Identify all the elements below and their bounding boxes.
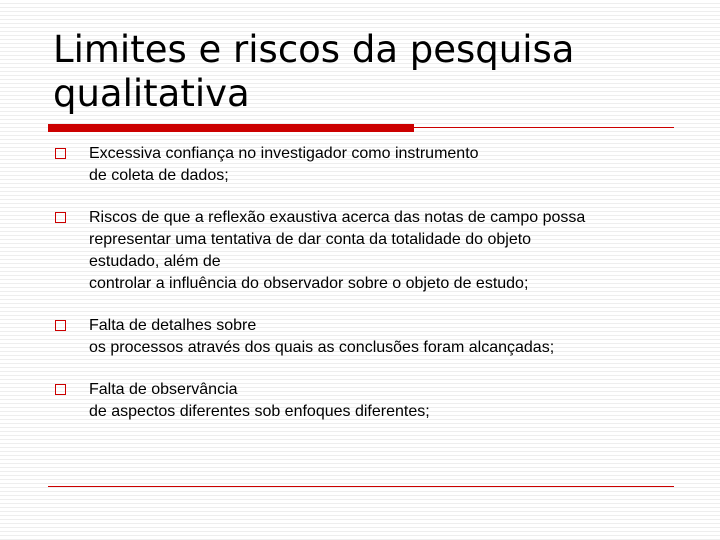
hollow-square-bullet-icon (55, 212, 66, 223)
bullet-2-line-1: Riscos de que a reflexão exaustiva acerca das notas de campo possa (89, 209, 586, 226)
bullet-2-line-4: controlar a influência do observador sobre o objeto de estudo; (89, 275, 529, 292)
bullet-3-line-1: Falta de detalhes sobre (89, 317, 257, 334)
title-line-2: qualitativa (53, 72, 250, 115)
bullet-3-line-2: os processos através dos quais as conclusões foram alcançadas; (89, 339, 555, 356)
bullet-item-1 (55, 143, 675, 187)
hollow-square-bullet-icon (55, 148, 66, 159)
hollow-square-bullet-icon (55, 384, 66, 395)
bullet-4-line-2: de aspectos diferentes sob enfoques diferentes; (89, 403, 430, 420)
title-divider (48, 124, 674, 132)
bullet-item-2 (55, 207, 675, 295)
title-divider-thin (414, 127, 674, 128)
bullet-2-line-2: representar uma tentativa de dar conta da totalidade do objeto (89, 231, 532, 248)
bullet-list (55, 143, 675, 443)
bullet-4-line-1: Falta de observância (89, 381, 238, 398)
bullet-item-3 (55, 315, 675, 359)
bullet-1-line-2: de coleta de dados; (89, 167, 229, 184)
bullet-1-line-1: Excessiva confiança no investigador como instrumento (89, 145, 479, 162)
title-divider-thick (48, 124, 414, 132)
bullet-2-line-3: estudado, além de (89, 253, 221, 270)
hollow-square-bullet-icon (55, 320, 66, 331)
slide-title (53, 28, 656, 116)
title-line-1: Limites e riscos da pesquisa (53, 28, 575, 71)
bullet-item-4 (55, 379, 675, 423)
footer-divider (48, 486, 674, 487)
